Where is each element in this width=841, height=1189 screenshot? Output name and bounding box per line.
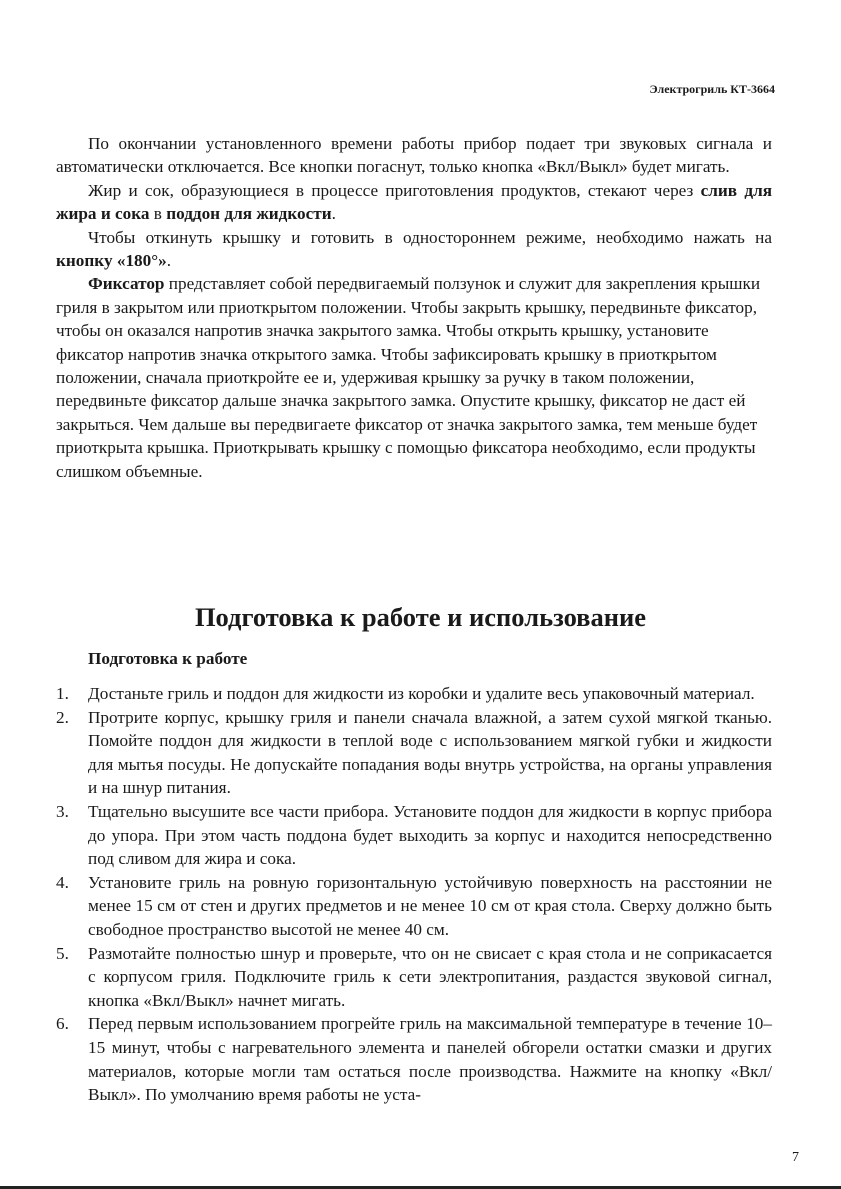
list-item	[56, 706, 772, 800]
intro-text	[56, 132, 772, 483]
bold-term-180: кнопку «180°»	[56, 251, 167, 271]
step-text: Тщательно высушите все части прибора. Установите поддон для жидкости в корпус прибора до упора. При этом часть поддона будет выходить за корпус и находится непосредственно под сливом для жира и сока.	[88, 801, 772, 869]
paragraph-fat-drain	[56, 179, 772, 226]
paragraph-latch	[56, 272, 772, 483]
step-text: Достаньте гриль и поддон для жидкости из коробки и удалите весь упаковочный материал.	[88, 684, 755, 703]
subheading: Подготовка к работе	[88, 649, 248, 668]
step-number: 1.	[56, 684, 69, 703]
text-run: в	[149, 204, 167, 224]
step-text: Размотайте полностью шнур и проверьте, что он не свисает с края стола и не соприкасается с корпусом гриля. Подключите гриль к сети электропитания, раздастся звуковой сигнал, кнопка «Вкл/Выкл» начнет мигать.	[88, 943, 772, 1010]
text-run: .	[166, 251, 171, 271]
steps-list	[56, 682, 772, 1107]
step-number: 4.	[56, 872, 69, 892]
list-item	[56, 800, 772, 871]
bold-term-latch: Фиксатор	[88, 274, 165, 294]
bold-term-drain: слив для жира и сока	[56, 180, 773, 224]
text-run: представляет собой передвигаемый ползунок и служит для закрепления крышки гриля в закрытом или приоткрытом положении. Чтобы закрыть крышку, передвиньте фиксатор, чтобы он оказался напротив значка закрытого замка. Чтобы открыть крышку, установите фиксатор напротив значка открытого замка. Чтобы зафиксировать крышку в приоткрытом положении, сначала приоткройте ее и, удерживая крышку за ручку в таком положении, передвиньте фиксатор дальше значка закрытого замка. Опустите крышку, фиксатор не даст ей закрыться. Чем дальше вы передвигаете фиксатор от значка закрытого замка, тем меньше будет приоткрыта крышка. Приоткрывать крышку с помощью фиксатора необходимо, если продукты слишком объемные.	[56, 274, 761, 481]
list-item	[56, 1012, 772, 1106]
step-text: Протрите корпус, крышку гриля и панели сначала влажной, а затем сухой мягкой тканью. Помойте поддон для жидкости в теплой воде с использованием мягкой губки и жидкости для мытья посуды. Не допускайте попадания воды внутрь устройства, на органы управления и на шнур питания.	[88, 707, 772, 798]
step-text: Установите гриль на ровную горизонтальную устойчивую поверхность на расстоянии не менее 15 см от стен и других предметов и не менее 10 см от края стола. Сверху должно быть свободное пространство высотой не менее 40 см.	[88, 872, 772, 939]
running-header: Электрогриль КТ-3664	[649, 82, 775, 96]
step-number: 2.	[56, 707, 69, 727]
section-title: Подготовка к работе и использование	[194, 602, 647, 632]
list-item	[56, 942, 772, 1013]
page-number: 7	[792, 1150, 799, 1165]
list-item	[56, 682, 772, 706]
text-run: Чтобы откинуть крышку и готовить в одностороннем режиме, необходимо нажать на	[88, 227, 772, 247]
paragraph-180-button	[56, 226, 772, 273]
text-run: Жир и сок, образующиеся в процессе приготовления продуктов, стекают через	[88, 180, 701, 200]
list-item	[56, 871, 772, 942]
bold-term-tray: поддон для жидкости	[166, 204, 332, 224]
paragraph-end-signal: По окончании установленного времени работы прибор подает три звуковых сигнала и автоматически отключается. Все кнопки погаснут, только кнопка «Вкл/Выкл» будет мигать.	[56, 134, 772, 177]
step-text: Перед первым использованием прогрейте гриль на максимальной температуре в течение 10–15 минут, чтобы с нагревательного элемента и панелей обгорели остатки смазки и других материалов, которые могли там остаться после производства. Нажмите на кнопку «Вкл/Выкл». По умолчанию время работы не уста-	[88, 1014, 772, 1105]
step-number: 6.	[56, 1014, 69, 1034]
step-number: 5.	[56, 943, 69, 963]
text-run: .	[331, 204, 336, 224]
step-number: 3.	[56, 801, 69, 821]
